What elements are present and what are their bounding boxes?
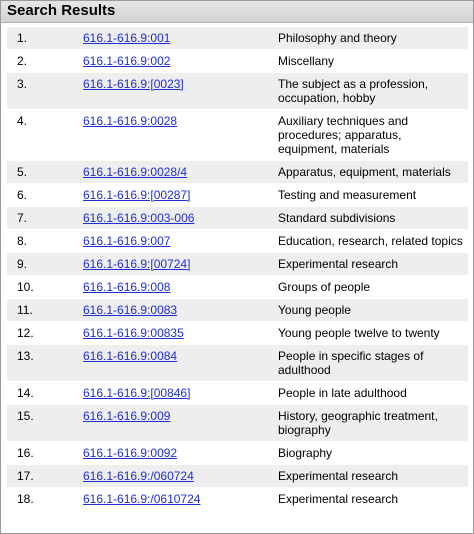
- result-code-cell: [83, 161, 278, 184]
- result-description: Young people twelve to twenty: [278, 322, 468, 345]
- result-number: 16.: [7, 442, 83, 465]
- result-description: Education, research, related topics: [278, 230, 468, 253]
- result-code-link[interactable]: 616.1-616.9:[00846]: [83, 386, 191, 400]
- result-code-cell: [83, 230, 278, 253]
- panel-title: Search Results: [1, 1, 473, 23]
- result-description: Standard subdivisions: [278, 207, 468, 230]
- table-row: [7, 253, 468, 276]
- result-code-cell: [83, 50, 278, 73]
- result-code-link[interactable]: 616.1-616.9:/0610724: [83, 492, 201, 506]
- result-number: 2.: [7, 50, 83, 73]
- table-row: [7, 184, 468, 207]
- result-number: 1.: [7, 27, 83, 50]
- result-number: 8.: [7, 230, 83, 253]
- table-row: [7, 465, 468, 488]
- table-row: [7, 442, 468, 465]
- result-code-cell: [83, 442, 278, 465]
- table-row: [7, 405, 468, 442]
- table-row: [7, 73, 468, 110]
- result-code-link[interactable]: 616.1-616.9:008: [83, 280, 171, 294]
- result-code-link[interactable]: 616.1-616.9:0028: [83, 114, 178, 128]
- result-code-link[interactable]: 616.1-616.9:0092: [83, 446, 178, 460]
- result-number: 4.: [7, 110, 83, 161]
- result-code-link[interactable]: 616.1-616.9:00835: [83, 326, 184, 340]
- table-row: [7, 345, 468, 382]
- table-row: [7, 110, 468, 161]
- result-code-link[interactable]: 616.1-616.9:[00287]: [83, 188, 191, 202]
- result-code-cell: [83, 253, 278, 276]
- result-number: 14.: [7, 382, 83, 405]
- result-description: Miscellany: [278, 50, 468, 73]
- result-code-link[interactable]: 616.1-616.9:007: [83, 234, 171, 248]
- result-description: Experimental research: [278, 253, 468, 276]
- result-description: Biography: [278, 442, 468, 465]
- result-code-cell: [83, 299, 278, 322]
- result-number: 5.: [7, 161, 83, 184]
- result-code-link[interactable]: 616.1-616.9:/060724: [83, 469, 194, 483]
- result-code-cell: [83, 110, 278, 161]
- results-table: [7, 27, 468, 511]
- result-code-cell: [83, 184, 278, 207]
- table-row: [7, 322, 468, 345]
- table-row: [7, 161, 468, 184]
- table-row: [7, 50, 468, 73]
- result-description: Young people: [278, 299, 468, 322]
- result-code-cell: [83, 322, 278, 345]
- result-code-cell: [83, 276, 278, 299]
- results-table-container: [7, 27, 468, 511]
- result-number: 17.: [7, 465, 83, 488]
- result-description: People in late adulthood: [278, 382, 468, 405]
- result-code-link[interactable]: 616.1-616.9:[0023]: [83, 77, 184, 91]
- results-table-body: [7, 27, 468, 511]
- result-code-cell: [83, 405, 278, 442]
- result-number: 3.: [7, 73, 83, 110]
- result-code-cell: [83, 488, 278, 511]
- result-code-cell: [83, 27, 278, 50]
- table-row: [7, 382, 468, 405]
- result-code-link[interactable]: 616.1-616.9:0083: [83, 303, 178, 317]
- result-code-link[interactable]: 616.1-616.9:[00724]: [83, 257, 191, 271]
- table-row: [7, 299, 468, 322]
- result-description: Groups of people: [278, 276, 468, 299]
- result-number: 11.: [7, 299, 83, 322]
- result-number: 15.: [7, 405, 83, 442]
- result-number: 6.: [7, 184, 83, 207]
- result-description: Philosophy and theory: [278, 27, 468, 50]
- result-code-cell: [83, 382, 278, 405]
- result-number: 13.: [7, 345, 83, 382]
- result-description: The subject as a profession, occupation, hobby: [278, 73, 468, 110]
- table-row: [7, 207, 468, 230]
- table-row: [7, 27, 468, 50]
- result-code-cell: [83, 345, 278, 382]
- result-code-cell: [83, 73, 278, 110]
- result-description: Testing and measurement: [278, 184, 468, 207]
- result-code-link[interactable]: 616.1-616.9:0084: [83, 349, 178, 363]
- result-code-link[interactable]: 616.1-616.9:0028/4: [83, 165, 188, 179]
- table-row: [7, 230, 468, 253]
- result-code-cell: [83, 465, 278, 488]
- result-description: People in specific stages of adulthood: [278, 345, 468, 382]
- result-description: Auxiliary techniques and procedures; apparatus, equipment, materials: [278, 110, 468, 161]
- result-code-link[interactable]: 616.1-616.9:001: [83, 31, 171, 45]
- result-code-link[interactable]: 616.1-616.9:002: [83, 54, 171, 68]
- result-code-link[interactable]: 616.1-616.9:009: [83, 409, 171, 423]
- table-row: [7, 488, 468, 511]
- result-description: Apparatus, equipment, materials: [278, 161, 468, 184]
- result-description: Experimental research: [278, 488, 468, 511]
- result-description: History, geographic treatment, biography: [278, 405, 468, 442]
- result-number: 12.: [7, 322, 83, 345]
- result-number: 9.: [7, 253, 83, 276]
- result-number: 10.: [7, 276, 83, 299]
- table-row: [7, 276, 468, 299]
- result-description: Experimental research: [278, 465, 468, 488]
- result-number: 18.: [7, 488, 83, 511]
- result-code-cell: [83, 207, 278, 230]
- result-number: 7.: [7, 207, 83, 230]
- result-code-link[interactable]: 616.1-616.9:003-006: [83, 211, 195, 225]
